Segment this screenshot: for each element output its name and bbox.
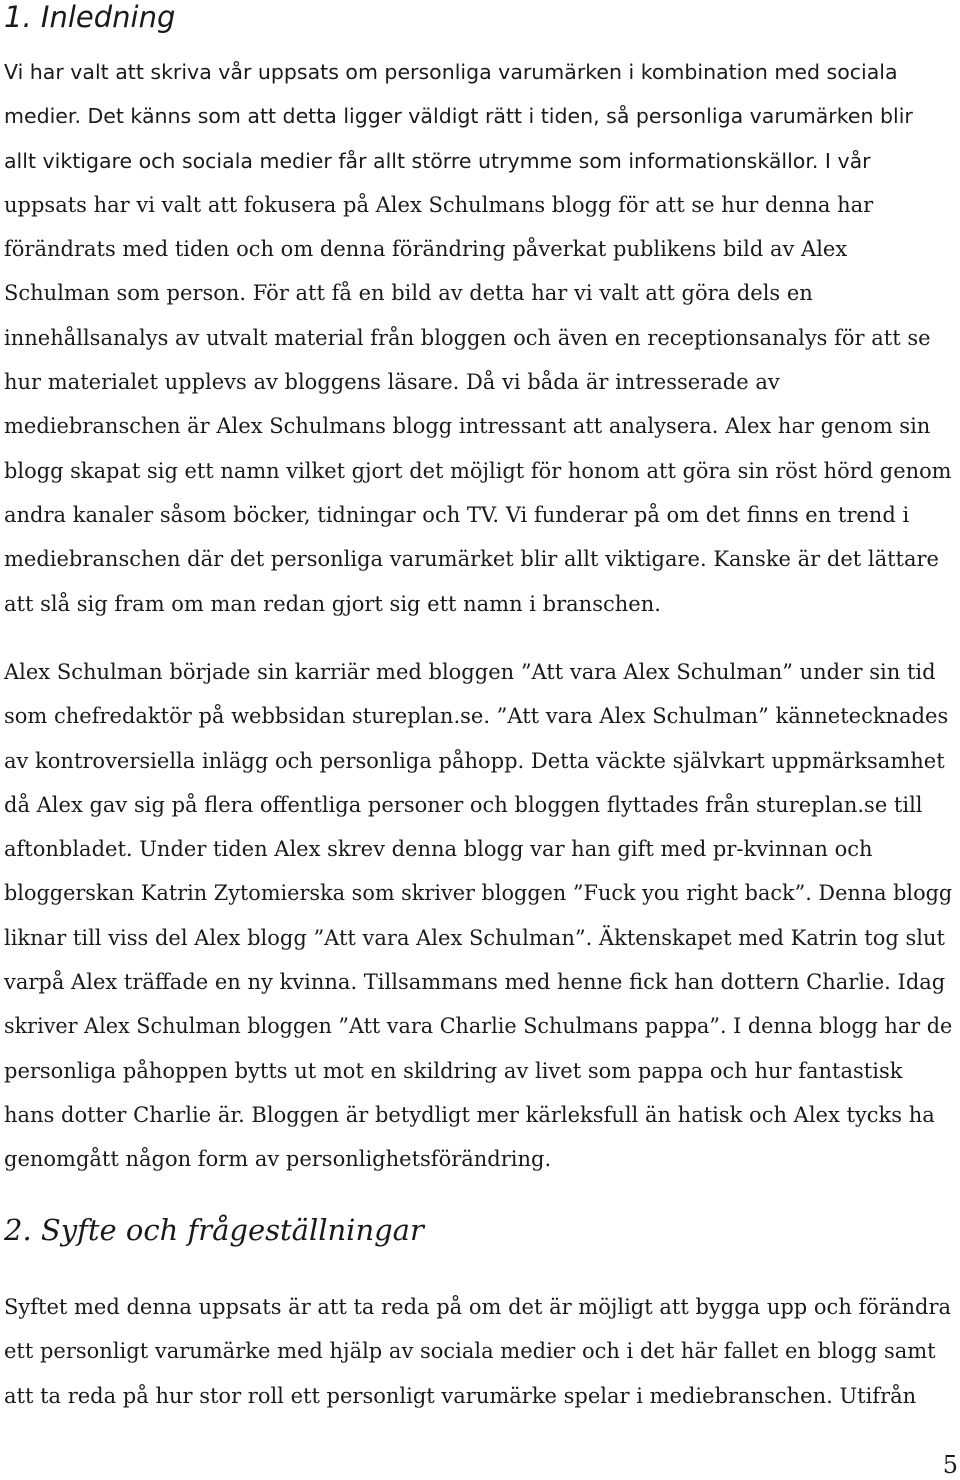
text-line: liknar till viss del Alex blogg ”Att vara Alex Schulman”. Äktenskapet med Katrin tog slut [4, 925, 945, 950]
text-line: som chefredaktör på webbsidan stureplan.se. ”Att vara Alex Schulman” kännetecknades [4, 704, 949, 729]
text-line: medier. Det känns som att detta ligger väldigt rätt i tiden, så personliga varumärken blir [4, 104, 913, 129]
text-line: blogg skapat sig ett namn vilket gjort det möjligt för honom att göra sin röst hörd genom [4, 458, 952, 483]
text-line: allt viktigare och sociala medier får allt större utrymme som informationskällor. I vår [4, 148, 871, 173]
paragraph-purpose [4, 1285, 960, 1418]
text-line: aftonbladet. Under tiden Alex skrev denna blogg var han gift med pr-kvinnan och [4, 837, 873, 862]
text-line: andra kanaler såsom böcker, tidningar och TV. Vi funderar på om det finns en trend i [4, 502, 910, 527]
paragraph-introduction [4, 50, 960, 626]
text-line: då Alex gav sig på flera offentliga personer och bloggen flyttades från stureplan.se till [4, 792, 923, 817]
text-line: att ta reda på hur stor roll ett personligt varumärke spelar i mediebranschen. Utifrån [4, 1383, 917, 1408]
section-heading-syfte: 2. Syfte och frågeställningar [4, 1213, 424, 1247]
text-line: varpå Alex träffade en ny kvinna. Tillsammans med henne fick han dottern Charlie. Idag [4, 970, 946, 995]
text-line: genomgått någon form av personlighetsförändring. [4, 1147, 552, 1172]
paragraph-alex-schulman-background [4, 650, 960, 1182]
text-line: hans dotter Charlie är. Bloggen är betydligt mer kärleksfull än hatisk och Alex tycks ha [4, 1102, 935, 1127]
text-line: ett personligt varumärke med hjälp av sociala medier och i det här fallet en blogg samt [4, 1339, 936, 1364]
text-line: Vi har valt att skriva vår uppsats om personliga varumärken i kombination med sociala [4, 60, 898, 84]
text-line: bloggerskan Katrin Zytomierska som skriver bloggen ”Fuck you right back”. Denna blogg [4, 881, 953, 906]
text-line: innehållsanalys av utvalt material från bloggen och även en receptionsanalys för att se [4, 325, 931, 350]
text-line: mediebranschen är Alex Schulmans blogg intressant att analysera. Alex har genom sin [4, 414, 931, 439]
text-line: av kontroversiella inlägg och personliga påhopp. Detta väckte självkart uppmärksamhet [4, 748, 945, 773]
section-heading-inledning: 1. Inledning [4, 0, 176, 34]
text-line: att slå sig fram om man redan gjort sig ett namn i branschen. [4, 591, 661, 616]
text-line: personliga påhoppen bytts ut mot en skildring av livet som pappa och hur fantastisk [4, 1058, 903, 1083]
text-line: Alex Schulman började sin karriär med bloggen ”Att vara Alex Schulman” under sin tid [4, 660, 936, 684]
text-line: Syftet med denna uppsats är att ta reda på om det är möjligt att bygga upp och förändra [4, 1295, 952, 1319]
text-line: förändrats med tiden och om denna förändring påverkat publikens bild av Alex [4, 237, 848, 262]
text-line: mediebranschen där det personliga varumärket blir allt viktigare. Kanske är det lättare [4, 547, 939, 572]
text-line: skriver Alex Schulman bloggen ”Att vara Charlie Schulmans pappa”. I denna blogg har de [4, 1014, 953, 1039]
text-line: uppsats har vi valt att fokusera på Alex Schulmans blogg för att se hur denna har [4, 192, 874, 217]
text-line: Schulman som person. För att få en bild av detta har vi valt att göra dels en [4, 281, 813, 306]
text-line: hur materialet upplevs av bloggens läsare. Då vi båda är intresserade av [4, 370, 780, 395]
page-number: 5 [942, 1451, 958, 1479]
